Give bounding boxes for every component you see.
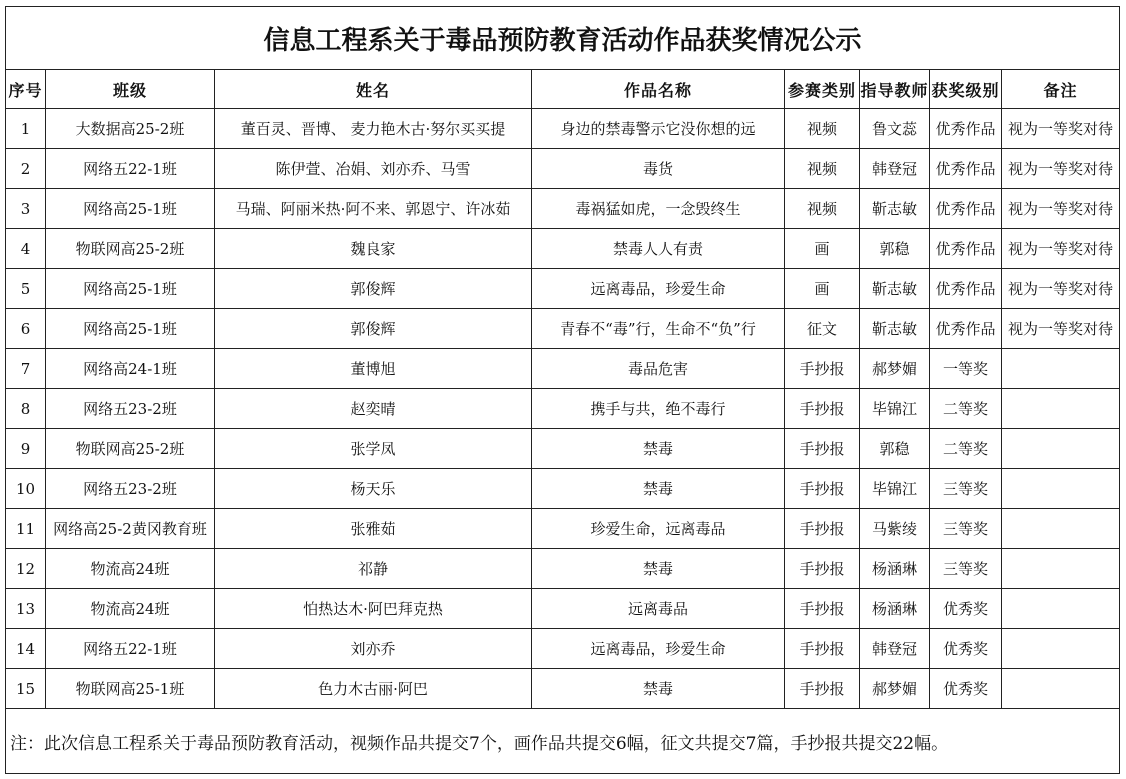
cell-no: 5 [6, 269, 46, 309]
cell-level: 优秀作品 [930, 149, 1002, 189]
table-row [6, 389, 1120, 429]
cell-class: 网络五23-2班 [46, 389, 215, 429]
cell-level: 优秀奖 [930, 669, 1002, 709]
cell-level: 优秀奖 [930, 589, 1002, 629]
cell-category: 手抄报 [785, 389, 860, 429]
cell-name: 董博旭 [215, 349, 532, 389]
cell-remark [1002, 629, 1120, 669]
cell-level: 优秀作品 [930, 309, 1002, 349]
table-row [6, 349, 1120, 389]
header-name: 姓名 [215, 70, 532, 109]
cell-level: 三等奖 [930, 549, 1002, 589]
cell-remark: 视为一等奖对待 [1002, 189, 1120, 229]
table-row [6, 669, 1120, 709]
table-body [6, 109, 1120, 709]
header-teacher: 指导教师 [860, 70, 930, 109]
header-class: 班级 [46, 70, 215, 109]
cell-teacher: 靳志敏 [860, 269, 930, 309]
cell-work: 禁毒 [532, 469, 785, 509]
cell-remark [1002, 469, 1120, 509]
table-row [6, 229, 1120, 269]
table-row [6, 589, 1120, 629]
cell-teacher: 毕锦江 [860, 389, 930, 429]
cell-no: 14 [6, 629, 46, 669]
cell-category: 手抄报 [785, 469, 860, 509]
cell-category: 画 [785, 269, 860, 309]
cell-teacher: 靳志敏 [860, 189, 930, 229]
cell-name: 张学凤 [215, 429, 532, 469]
table-row [6, 549, 1120, 589]
cell-remark [1002, 509, 1120, 549]
cell-name: 董百灵、晋博、 麦力艳木古·努尔买买提 [215, 109, 532, 149]
cell-teacher: 杨涵琳 [860, 549, 930, 589]
cell-category: 手抄报 [785, 349, 860, 389]
cell-no: 4 [6, 229, 46, 269]
cell-teacher: 郝梦媚 [860, 669, 930, 709]
table-row [6, 509, 1120, 549]
cell-name: 郭俊辉 [215, 269, 532, 309]
cell-teacher: 鲁文蕊 [860, 109, 930, 149]
cell-work: 远离毒品 [532, 589, 785, 629]
cell-name: 怕热达木·阿巴拜克热 [215, 589, 532, 629]
cell-category: 画 [785, 229, 860, 269]
award-sheet [5, 6, 1119, 774]
cell-work: 毒祸猛如虎，一念毁终生 [532, 189, 785, 229]
cell-category: 手抄报 [785, 429, 860, 469]
cell-level: 优秀作品 [930, 109, 1002, 149]
cell-no: 6 [6, 309, 46, 349]
cell-category: 手抄报 [785, 629, 860, 669]
cell-class: 网络五23-2班 [46, 469, 215, 509]
header-remark: 备注 [1002, 70, 1120, 109]
cell-level: 二等奖 [930, 429, 1002, 469]
cell-name: 郭俊辉 [215, 309, 532, 349]
header-no: 序号 [6, 70, 46, 109]
cell-no: 13 [6, 589, 46, 629]
cell-work: 身边的禁毒警示它没你想的远 [532, 109, 785, 149]
cell-class: 网络高25-1班 [46, 309, 215, 349]
cell-name: 祁静 [215, 549, 532, 589]
cell-class: 物联网高25-2班 [46, 229, 215, 269]
cell-name: 马瑞、阿丽米热·阿不来、郭恩宁、许冰茹 [215, 189, 532, 229]
cell-name: 杨天乐 [215, 469, 532, 509]
cell-class: 网络高25-1班 [46, 269, 215, 309]
cell-work: 毒货 [532, 149, 785, 189]
cell-category: 征文 [785, 309, 860, 349]
cell-remark: 视为一等奖对待 [1002, 149, 1120, 189]
cell-level: 三等奖 [930, 509, 1002, 549]
cell-name: 张雅茹 [215, 509, 532, 549]
cell-no: 2 [6, 149, 46, 189]
cell-teacher: 马紫绫 [860, 509, 930, 549]
cell-class: 物联网高25-1班 [46, 669, 215, 709]
cell-remark [1002, 389, 1120, 429]
cell-work: 禁毒人人有责 [532, 229, 785, 269]
cell-remark [1002, 349, 1120, 389]
cell-no: 7 [6, 349, 46, 389]
cell-name: 刘亦乔 [215, 629, 532, 669]
cell-name: 色力木古丽·阿巴 [215, 669, 532, 709]
table-row [6, 629, 1120, 669]
cell-class: 大数据高25-2班 [46, 109, 215, 149]
cell-category: 视频 [785, 149, 860, 189]
cell-class: 网络高24-1班 [46, 349, 215, 389]
cell-work: 禁毒 [532, 429, 785, 469]
cell-name: 赵奕晴 [215, 389, 532, 429]
cell-no: 10 [6, 469, 46, 509]
cell-teacher: 韩登冠 [860, 149, 930, 189]
table-row [6, 309, 1120, 349]
cell-teacher: 郭稳 [860, 429, 930, 469]
cell-no: 1 [6, 109, 46, 149]
cell-remark: 视为一等奖对待 [1002, 309, 1120, 349]
cell-level: 优秀作品 [930, 269, 1002, 309]
cell-teacher: 郭稳 [860, 229, 930, 269]
cell-class: 网络高25-1班 [46, 189, 215, 229]
cell-remark [1002, 589, 1120, 629]
cell-work: 禁毒 [532, 549, 785, 589]
cell-level: 一等奖 [930, 349, 1002, 389]
award-table [5, 6, 1120, 774]
cell-work: 远离毒品，珍爱生命 [532, 629, 785, 669]
cell-remark [1002, 429, 1120, 469]
cell-class: 网络高25-2黄冈教育班 [46, 509, 215, 549]
cell-teacher: 郝梦媚 [860, 349, 930, 389]
cell-no: 3 [6, 189, 46, 229]
cell-work: 远离毒品，珍爱生命 [532, 269, 785, 309]
cell-work: 青春不“毒”行，生命不“负”行 [532, 309, 785, 349]
cell-remark: 视为一等奖对待 [1002, 269, 1120, 309]
table-row [6, 269, 1120, 309]
cell-work: 禁毒 [532, 669, 785, 709]
cell-teacher: 毕锦江 [860, 469, 930, 509]
cell-class: 物流高24班 [46, 549, 215, 589]
cell-work: 珍爱生命，远离毒品 [532, 509, 785, 549]
footnote: 注：此次信息工程系关于毒品预防教育活动，视频作品共提交7个，画作品共提交6幅，征文共提交7篇，手抄报共提交22幅。 [6, 709, 1120, 774]
cell-no: 9 [6, 429, 46, 469]
cell-work: 毒品危害 [532, 349, 785, 389]
cell-remark: 视为一等奖对待 [1002, 229, 1120, 269]
cell-category: 手抄报 [785, 509, 860, 549]
cell-remark: 视为一等奖对待 [1002, 109, 1120, 149]
cell-remark [1002, 549, 1120, 589]
cell-name: 陈伊萱、冶娟、刘亦乔、马雪 [215, 149, 532, 189]
table-row [6, 109, 1120, 149]
header-work: 作品名称 [532, 70, 785, 109]
table-row [6, 469, 1120, 509]
cell-remark [1002, 669, 1120, 709]
table-row [6, 149, 1120, 189]
cell-teacher: 杨涵琳 [860, 589, 930, 629]
table-row [6, 429, 1120, 469]
header-category: 参赛类别 [785, 70, 860, 109]
cell-level: 优秀作品 [930, 189, 1002, 229]
cell-name: 魏良家 [215, 229, 532, 269]
cell-level: 优秀作品 [930, 229, 1002, 269]
cell-category: 视频 [785, 189, 860, 229]
cell-teacher: 靳志敏 [860, 309, 930, 349]
cell-class: 网络五22-1班 [46, 149, 215, 189]
cell-work: 携手与共，绝不毒行 [532, 389, 785, 429]
header-level: 获奖级别 [930, 70, 1002, 109]
cell-no: 15 [6, 669, 46, 709]
cell-category: 手抄报 [785, 549, 860, 589]
cell-class: 物联网高25-2班 [46, 429, 215, 469]
cell-no: 11 [6, 509, 46, 549]
cell-class: 物流高24班 [46, 589, 215, 629]
cell-no: 12 [6, 549, 46, 589]
table-row [6, 189, 1120, 229]
cell-category: 手抄报 [785, 589, 860, 629]
page-title: 信息工程系关于毒品预防教育活动作品获奖情况公示 [6, 7, 1120, 70]
cell-class: 网络五22-1班 [46, 629, 215, 669]
cell-level: 三等奖 [930, 469, 1002, 509]
cell-level: 二等奖 [930, 389, 1002, 429]
cell-teacher: 韩登冠 [860, 629, 930, 669]
cell-category: 视频 [785, 109, 860, 149]
cell-level: 优秀奖 [930, 629, 1002, 669]
cell-category: 手抄报 [785, 669, 860, 709]
cell-no: 8 [6, 389, 46, 429]
